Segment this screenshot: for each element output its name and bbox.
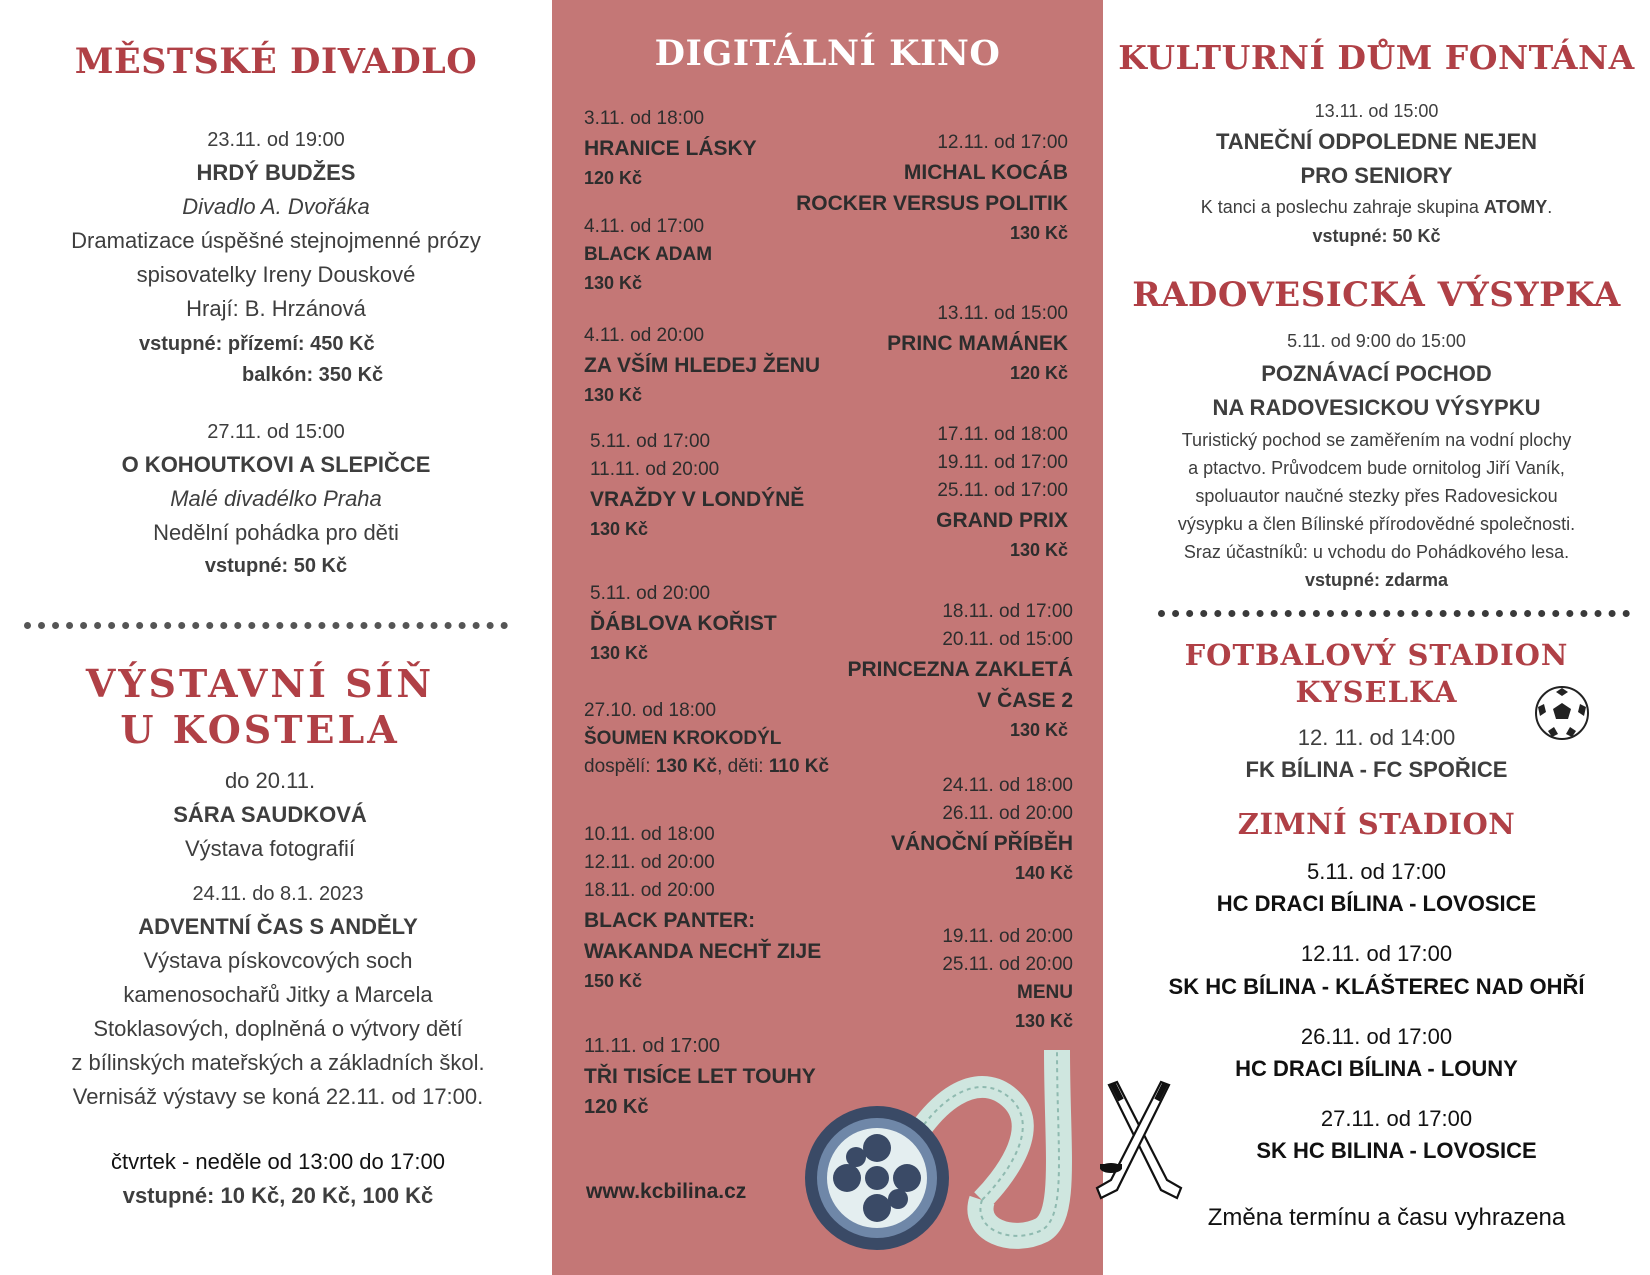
fontana-event-price: vstupné: 50 Kč [1312,226,1441,246]
film-price: 130 Kč [584,273,643,293]
film-date: 19.11. od 20:00 [942,926,1073,947]
gallery-event-desc: z bílinských mateřských a základních škol. [71,1050,485,1075]
film-title: MENU [1017,982,1073,1003]
film-date: 19.11. od 17:00 [937,452,1068,473]
gallery-price: vstupné: 10 Kč, 20 Kč, 100 Kč [122,1183,434,1208]
section-divider [24,622,508,629]
cinema-heading: DIGITÁLNÍ KINO [654,33,1001,74]
film-title: BLACK PANTER: [584,909,756,932]
gallery-heading: VÝSTAVNÍ SÍŇ [85,661,435,706]
theatre-event-desc: spisovatelky Ireny Douskové [136,262,416,287]
gallery-event-date: 24.11. do 8.1. 2023 [192,883,364,905]
vysypka-event-desc: spoluautor naučné stezky přes Radovesickou [1195,486,1558,506]
theatre-event-desc: Nedělní pohádka pro děti [153,520,399,545]
film-listing [584,105,757,192]
theatre-event-date: 23.11. od 19:00 [207,129,345,151]
gallery-heading: U KOSTELA [120,707,400,752]
theatre-event-price: vstupné: přízemí: 450 Kč [139,333,375,355]
film-price: 130 Kč [1014,1011,1073,1031]
film-date: 17.11. od 18:00 [937,424,1068,445]
film-date: 18.11. od 20:00 [584,880,715,901]
film-title: GRAND PRIX [936,509,1068,532]
football-match: FK BÍLINA - FC SPOŘICE [1245,757,1508,782]
film-listing [891,772,1073,887]
film-price: 150 Kč [584,971,643,991]
film-price: dospělí: 130 Kč, děti: 110 Kč [584,756,830,777]
film-price: 130 Kč [590,643,649,663]
theatre-event-company: Malé divadélko Praha [170,486,382,511]
film-date: 18.11. od 17:00 [942,601,1073,622]
gallery-event-desc: Výstava pískovcových soch [143,948,413,973]
film-price: 130 Kč [1009,540,1068,560]
film-listing [590,580,777,667]
ice-match-teams: HC DRACI BÍLINA - LOVOSICE [1216,891,1537,916]
cinema-column [552,0,1103,1275]
film-title: PRINC MAMÁNEK [887,332,1068,355]
film-date: 12.11. od 20:00 [584,852,715,873]
film-date: 4.11. od 17:00 [584,216,705,237]
film-title: V ČASE 2 [977,689,1073,712]
film-title: VRAŽDY V LONDÝNĚ [590,488,805,511]
schedule-change-note: Změna termínu a času vyhrazena [1207,1204,1566,1231]
fontana-event-date: 13.11. od 15:00 [1314,101,1439,121]
film-date: 5.11. od 17:00 [590,431,711,452]
film-title: VÁNOČNÍ PŘÍBĚH [890,832,1073,855]
film-title: HRANICE LÁSKY [584,137,757,160]
ice-match-date: 12.11. od 17:00 [1300,941,1453,966]
vysypka-event-title: NA RADOVESICKOU VÝSYPKU [1212,395,1541,420]
film-listing [584,213,712,297]
right-column [1103,0,1650,1275]
film-date: 3.11. od 18:00 [584,108,705,129]
film-price: 130 Kč [584,385,643,405]
film-date: 25.11. od 20:00 [942,954,1073,975]
fontana-event-title: PRO SENIORY [1300,163,1453,188]
film-date: 24.11. od 18:00 [942,775,1073,796]
film-title: WAKANDA NECHŤ ZIJE [584,940,822,963]
theatre-event-title: O KOHOUTKOVI A SLEPIČCE [121,452,431,477]
film-date: 25.11. od 17:00 [937,480,1068,501]
film-title: ŠOUMEN KROKODÝL [584,728,782,749]
film-title: TŘI TISÍCE LET TOUHY [584,1065,816,1088]
gallery-event-desc: Vernisáž výstavy se koná 22.11. od 17:00. [72,1084,484,1109]
film-listing [590,428,804,543]
fontana-heading: KULTURNÍ DŮM FONTÁNA [1118,38,1635,77]
film-title: ROCKER VERSUS POLITIK [796,192,1068,215]
film-price: 130 Kč [590,519,649,539]
ice-stadium-heading: ZIMNÍ STADION [1237,807,1516,841]
vysypka-event-desc: výsypku a člen Bílinské přírodovědné společnosti. [1177,514,1576,534]
vysypka-event-price: vstupné: zdarma [1304,570,1449,590]
theatre-event-price: balkón: 350 Kč [242,364,384,386]
film-title: BLACK ADAM [584,244,713,265]
film-date: 11.11. od 20:00 [590,459,720,480]
ice-match-date: 26.11. od 17:00 [1300,1024,1453,1049]
film-date: 13.11. od 15:00 [937,303,1068,324]
gallery-event-desc: Stoklasových, doplněná o výtvory dětí [93,1016,463,1041]
vysypka-event-title: POZNÁVACÍ POCHOD [1261,361,1492,386]
film-date: 20.11. od 15:00 [942,629,1073,650]
film-listing [936,421,1068,564]
vysypka-event-date: 5.11. od 9:00 do 15:00 [1287,331,1466,351]
gallery-opening-hours: čtvrtek - neděle od 13:00 do 17:00 [111,1149,445,1174]
fontana-event-desc: K tanci a poslechu zahraje skupina ATOMY. [1200,197,1553,217]
film-title: PRINCEZNA ZAKLETÁ [847,658,1073,681]
section-divider [1158,610,1630,617]
film-title: ZA VŠÍM HLEDEJ ŽENU [584,354,821,377]
film-listing [942,923,1073,1035]
ice-match-date: 5.11. od 17:00 [1306,859,1447,884]
film-listing [847,598,1073,744]
film-price: 120 Kč [1009,363,1068,383]
film-reel-icon [782,1030,1082,1260]
film-price: 120 Kč [584,168,643,188]
vysypka-heading: RADOVESICKÁ VÝSYPKA [1132,275,1621,315]
gallery-event-title: ADVENTNÍ ČAS S ANDĚLY [138,914,418,939]
gallery-event-title: SÁRA SAUDKOVÁ [173,802,367,827]
theatre-event-cast: Hrají: B. Hrzánová [186,296,366,321]
ice-match-teams: SK HC BÍLINA - KLÁŠTEREC NAD OHŘÍ [1168,974,1585,999]
football-event-date: 12. 11. od 14:00 [1297,725,1456,750]
film-date: 4.11. od 20:00 [584,325,705,346]
left-column [0,0,552,1275]
film-price: 120 Kč [584,1096,649,1118]
ice-match-teams: HC DRACI BÍLINA - LOUNY [1235,1056,1518,1081]
film-listing [584,697,829,781]
gallery-event-date: do 20.11. [224,768,316,793]
film-title: MICHAL KOCÁB [903,161,1068,184]
football-heading: KYSELKA [1295,675,1458,709]
theatre-event-desc: Dramatizace úspěšné stejnojmenné prózy [71,228,481,253]
film-listing [887,300,1068,387]
vysypka-event-desc: a ptactvo. Průvodcem bude ornitolog Jiří Vaník, [1188,458,1565,478]
hockey-sticks-icon [1089,1080,1189,1205]
vysypka-event-desc: Sraz účastníků: u vchodu do Pohádkového lesa. [1183,542,1570,562]
film-price: 130 Kč [1009,720,1068,740]
film-date: 27.10. od 18:00 [584,700,717,721]
film-date: 10.11. od 18:00 [584,824,715,845]
fontana-event-title: TANEČNÍ ODPOLEDNE NEJEN [1215,129,1538,154]
film-date: 26.11. od 20:00 [942,803,1073,824]
theatre-heading: MĚSTSKÉ DIVADLO [74,41,478,82]
theatre-event-date: 27.11. od 15:00 [207,421,345,443]
cinema-website-link[interactable]: www.kcbilina.cz [586,1180,747,1203]
film-listing [584,322,820,409]
film-date: 12.11. od 17:00 [937,132,1068,153]
gallery-event-desc: Výstava fotografií [185,836,355,861]
theatre-event-title: HRDÝ BUDŽES [196,160,356,185]
vysypka-event-desc: Turistický pochod se zaměřením na vodní plochy [1181,430,1572,450]
theatre-event-company: Divadlo A. Dvořáka [182,194,370,219]
football-heading: FOTBALOVÝ STADION [1184,638,1569,672]
ice-match-teams: SK HC BILINA - LOVOSICE [1256,1138,1537,1163]
film-listing [584,821,821,995]
film-date: 11.11. od 17:00 [584,1035,721,1057]
film-listing [796,129,1068,247]
gallery-event-desc: kamenosochařů Jitky a Marcela [123,982,433,1007]
film-price: 130 Kč [1009,223,1068,243]
ice-match-date: 27.11. od 17:00 [1320,1106,1473,1131]
film-date: 5.11. od 20:00 [590,583,711,604]
theatre-event-price: vstupné: 50 Kč [204,555,348,577]
film-price: 140 Kč [1014,863,1073,883]
film-title: ĎÁBLOVA KOŘIST [590,612,777,635]
